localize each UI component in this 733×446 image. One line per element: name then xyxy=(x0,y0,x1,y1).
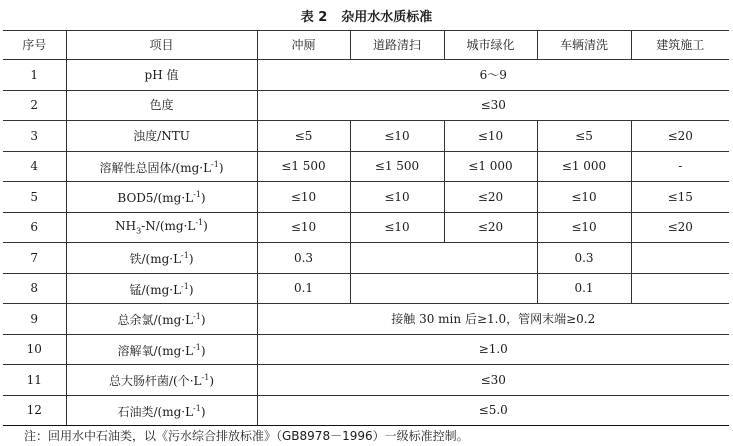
cell-toilet: ≤10 xyxy=(257,182,350,213)
cell-road-greening xyxy=(350,273,537,304)
row-index: 10 xyxy=(3,334,66,365)
table-row xyxy=(3,395,729,426)
row-index: 1 xyxy=(3,60,66,91)
table-row xyxy=(3,151,729,182)
table-number: 表 2 xyxy=(300,10,328,25)
header-construction: 建筑施工 xyxy=(631,31,729,60)
row-value: ≤5.0 xyxy=(257,395,729,426)
row-index: 2 xyxy=(3,90,66,121)
cell-road: ≤10 xyxy=(350,182,444,213)
row-index: 4 xyxy=(3,151,66,182)
table-row xyxy=(3,334,729,365)
row-item: pH 值 xyxy=(66,60,257,91)
cell-construction: ≤20 xyxy=(631,212,729,243)
cell-construction: ≤20 xyxy=(631,121,729,152)
header-row xyxy=(3,31,729,60)
row-value: ≤30 xyxy=(257,90,729,121)
cell-construction: ≤15 xyxy=(631,182,729,213)
row-index: 3 xyxy=(3,121,66,152)
table-footnote: 注：回用水中石油类，以《污水综合排放标准》（GB8978－1996）一级标准控制。 xyxy=(24,429,469,443)
table-row xyxy=(3,60,729,91)
row-item: 锰$/(mg\cdot L^{-1})$ xyxy=(66,273,257,304)
row-index: 6 xyxy=(3,212,66,243)
table-row xyxy=(3,273,729,304)
cell-road: ≤10 xyxy=(350,212,444,243)
row-item: 浊度/NTU xyxy=(66,121,257,152)
cell-toilet: ≤10 xyxy=(257,212,350,243)
cell-vehicle: 0.3 xyxy=(537,243,631,274)
row-value: 6～9 xyxy=(257,60,729,91)
table-row xyxy=(3,365,729,396)
row-item: 溶解氧$/(mg\cdot L^{-1})$ xyxy=(66,334,257,365)
cell-construction xyxy=(631,273,729,304)
row-item: 总余氯$/(mg\cdot L^{-1})$ xyxy=(66,304,257,335)
header-item: 项目 xyxy=(66,31,257,60)
cell-road-greening xyxy=(350,243,537,274)
table-row xyxy=(3,182,729,213)
table-title: 杂用水水质标准 xyxy=(341,10,433,25)
cell-greening: ≤20 xyxy=(444,182,537,213)
table-row xyxy=(3,121,729,152)
cell-toilet: ≤1 500 xyxy=(257,151,350,182)
cell-toilet: ≤5 xyxy=(257,121,350,152)
table-row xyxy=(3,243,729,274)
row-index: 9 xyxy=(3,304,66,335)
row-item: 色度 xyxy=(66,90,257,121)
cell-vehicle: 0.1 xyxy=(537,273,631,304)
cell-greening: ≤10 xyxy=(444,121,537,152)
header-greening: 城市绿化 xyxy=(444,31,537,60)
cell-greening: ≤1 000 xyxy=(444,151,537,182)
cell-road: ≤1 500 xyxy=(350,151,444,182)
row-value: 接触 30 min 后≥1.0，管网末端≥0.2 xyxy=(257,304,729,335)
cell-toilet: 0.3 xyxy=(257,243,350,274)
row-value: ≥1.0 xyxy=(257,334,729,365)
cell-road: ≤10 xyxy=(350,121,444,152)
table-row xyxy=(3,304,729,335)
cell-vehicle: ≤1 000 xyxy=(537,151,631,182)
cell-construction xyxy=(631,243,729,274)
table-caption xyxy=(0,6,733,25)
row-item: $BOD5/(mg\cdot L^{-1})$ xyxy=(66,182,257,213)
cell-greening: ≤20 xyxy=(444,212,537,243)
water-quality-table xyxy=(3,30,729,426)
row-index: 11 xyxy=(3,365,66,396)
cell-vehicle: ≤10 xyxy=(537,182,631,213)
row-item: 石油类$/(mg\cdot L^{-1})$ xyxy=(66,395,257,426)
cell-construction: - xyxy=(631,151,729,182)
header-road: 道路清扫 xyxy=(350,31,444,60)
row-item: 铁$/(mg\cdot L^{-1})$ xyxy=(66,243,257,274)
cell-vehicle: ≤5 xyxy=(537,121,631,152)
header-vehicle: 车辆清洗 xyxy=(537,31,631,60)
row-item: $NH_3-N/(mg\cdot L^{-1})$ xyxy=(66,212,257,243)
row-item: 溶解性总固体$/(mg\cdot L^{-1})$ xyxy=(66,151,257,182)
row-value: ≤30 xyxy=(257,365,729,396)
table-row xyxy=(3,212,729,243)
header-index: 序号 xyxy=(3,31,66,60)
cell-vehicle: ≤10 xyxy=(537,212,631,243)
row-index: 8 xyxy=(3,273,66,304)
header-toilet: 冲厕 xyxy=(257,31,350,60)
row-index: 7 xyxy=(3,243,66,274)
table-row xyxy=(3,90,729,121)
cell-toilet: 0.1 xyxy=(257,273,350,304)
row-index: 5 xyxy=(3,182,66,213)
row-index: 12 xyxy=(3,395,66,426)
row-item: 总大肠杆菌/(个$\cdot L^{-1}$) xyxy=(66,365,257,396)
